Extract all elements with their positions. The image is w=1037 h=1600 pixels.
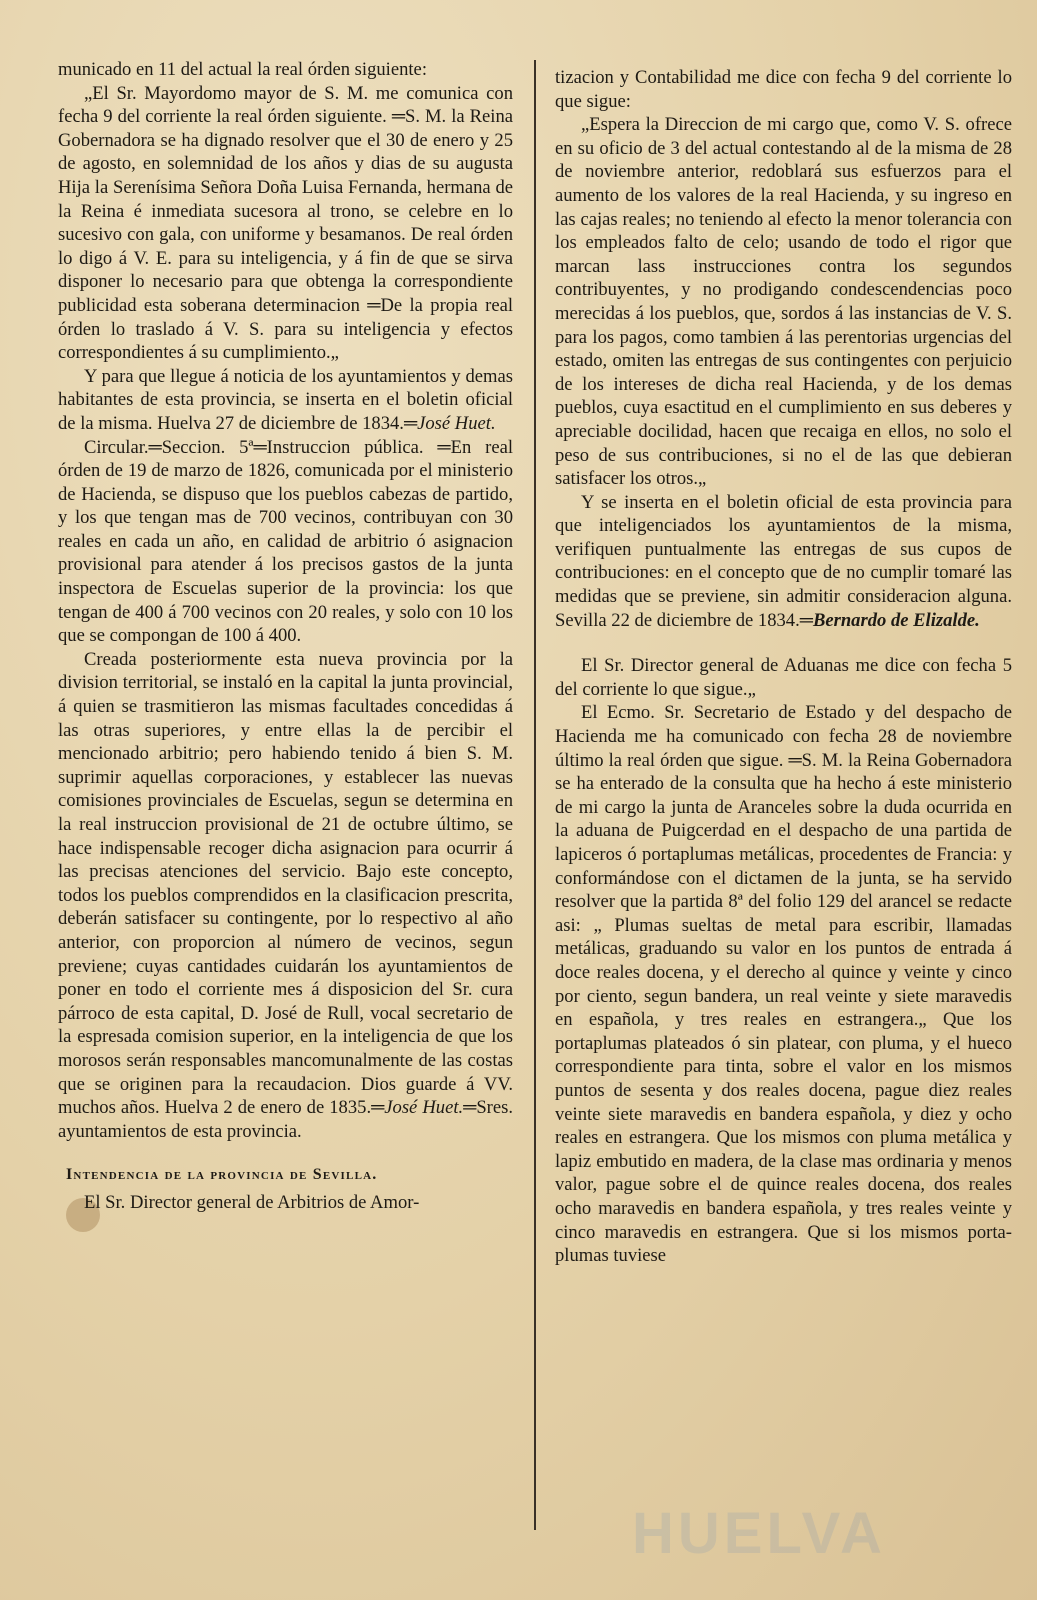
- right-paragraph-3: [555, 491, 1012, 633]
- left-p5-signature: José Huet.: [384, 1097, 464, 1119]
- left-p3-signature: José Huet.: [417, 412, 496, 434]
- left-paragraph-4: Circular.═Seccion. 5ª═Instruccion pública. ═En real órden de 19 de marzo de 1826, comunicada por el ministerio de Hacienda, se dispuso que los pueblos cabezas de partido, y los que tengan mas de 700 vecinos, contribuyan con 30 reales en cada un año, en calidad de arbitrio ó asignacion provisional para atender á los precisos gastos de la junta inspectora de Escuelas superior de la provincia: los que tengan de 400 á 700 vecinos con 20 reales, y solo con 10 los que se compongan de 100 á 400.: [58, 436, 513, 647]
- watermark: HUELVA: [632, 1501, 886, 1566]
- right-paragraph-2: „Espera la Direccion de mi cargo que, como V. S. ofrece en su oficio de 3 del actual contestando al de la misma de 28 de noviembre anterior, redoblará sus esfuerzos para el aumento de los valores de la real Hacienda, y su ingreso en las cajas reales; no teniendo al efecto la menor tolerancia con los empleados falto de celo; usando de todo el rigor que marcan lass instrucciones contra los segundos contribuyentes, y no prodigando condescendencias poco merecidas á los pueblos, que, sordos á las instancias de V. S. para los pagos, como tambien á las perentorias urgencias del estado, omiten las entregas de sus contingentes con perjuicio de los intereses de dicha real Hacienda, y de los demas pueblos, cuya esactitud en el cumplimiento en sus deberes y apreciable docilidad, hacen que recaiga en ellos, no solo el peso de sus contribuciones, si no el de las que debieran satisfacer los otros.„: [555, 114, 1012, 490]
- left-paragraph-6: El Sr. Director general de Arbitrios de Amor-: [84, 1191, 420, 1213]
- left-p5-tail: ═Sres. ayuntamientos de esta provincia.: [58, 1097, 513, 1142]
- right-column: [555, 66, 1012, 1268]
- left-p5-text: Creada posteriormente esta nueva provincia por la division territorial, se instaló en la capital la junta provincial, á quien se trasmitieron las mismas facultades concedidas á las otras superiores, y entre ellas la de percibir el mencionado arbitrio; pero habiendo tenido á bien S. M. suprimir aquellas corporaciones, y establecer las nuevas comisiones provinciales de Escuelas, segun se determina en la real instruccion provisional de 21 de octubre último, se hace indispensable recoger dicha asignacion para ocurrir á las precisas atenciones del servicio. Bajo este concepto, todos los pueblos comprendidos en la clasificacion prescrita, deberán satisfacer su contingente, por lo respectivo al año anterior, con proporcion al número de vecinos, segun previene; cuyas cantidades cuidarán los ayuntamientos de poner en todo el corriente mes á disposicion del Sr. cura párroco de esta capital, D. José de Rull, vocal secretario de la espresada comision superior, en la inteligencia de que los morosos serán responsables mancomunalmente de las costas que se originen para la recaudacion. Dios guarde á VV. muchos años. Huelva 2 de enero de 1835.═: [58, 648, 513, 1119]
- section-heading: Intendencia de la provincia de Sevilla.: [66, 1166, 378, 1184]
- right-p3-text: Y se inserta en el boletin oficial de esta provincia para que inteligenciados los ayuntamientos de la misma, verifiquen puntualmente las entregas de sus cupos de contribuciones: en el concepto que de no cumplir tomaré las medidas que se previene, sin admitir consideracion alguna. Sevilla 22 de diciembre de 1834.═: [555, 491, 1012, 631]
- right-paragraph-1: tizacion y Contabilidad me dice con fecha 9 del corriente lo que sigue:: [555, 67, 1012, 112]
- right-paragraph-5: El Ecmo. Sr. Secretario de Estado y del despacho de Hacienda me ha comunicado con fecha 28 de noviembre último la real órden que sigue. ═S. M. la Reina Gobernadora se ha enterado de la consulta que ha hecho á este ministerio de mi cargo la junta de Aranceles sobre la duda ocurrida en la aduana de Puigcerdad en el despacho de una partida de lapiceros ó portaplumas metálicas, procedentes de Francia: y conformándose con el dictamen de la junta, se ha servido resolver que la partida 8ª del folio 129 del arancel se redacte asi: „ Plumas sueltas de metal para escribir, llamadas metálicas, graduando su valor en los puntos de entrada á doce reales docena, y el derecho al quince y veinte y cinco por ciento, segun bandera, un real veinte y siete maravedis en española, y tres reales en estrangera.„ Que los portaplumas plateados ó sin platear, con pluma, y el hueco correspondiente para tinta, sobre el valor en los mismos puntos de sesenta y dos reales docena, pague diez reales veinte siete maravedis en bandera española, y diez y ocho reales en estrangera. Que los mismos con pluma metálica y lapiz embutido en madera, de la clase mas ordinaria y menos valor, pague sobre el de quince reales docena, dos reales ocho maravedis en bandera española, y tres reales veinte y cinco maravedis en estrangera. Que si los mismos porta-plumas tuviese: [555, 702, 1012, 1267]
- left-paragraph-3: [58, 365, 513, 436]
- right-paragraph-4: El Sr. Director general de Aduanas me dice con fecha 5 del corriente lo que sigue.„: [555, 655, 1012, 700]
- left-paragraph-2: „El Sr. Mayordomo mayor de S. M. me comunica con fecha 9 del corriente la real órden siguiente. ═S. M. la Reina Gobernadora se ha dignado resolver que el 30 de enero y 25 de agosto, en solemnidad de los años y dias de su augusta Hija la Serenísima Señora Doña Luisa Fernanda, hermana de la Reina é inmediata sucesora al trono, se celebre en lo sucesivo con gala, con uniforme y besamanos. De real órden lo digo á V. E. para su inteligencia, y á fin de que se sirva disponer lo necesario para que obtenga la correspondiente publicidad esta soberana determinacion ═De la propia real órden lo traslado á V. S. para su inteligencia y efectos correspondientes á su cumplimiento.„: [58, 82, 513, 364]
- column-divider: [534, 60, 536, 1530]
- left-p3-text: Y para que llegue á noticia de los ayuntamientos y demas habitantes de esta provincia, se inserta en el boletin oficial de la misma. Huelva 27 de diciembre de 1834.═: [58, 365, 513, 434]
- left-column: [58, 58, 513, 1215]
- right-p3-signature: Bernardo de Elizalde.: [812, 609, 980, 631]
- left-paragraph-5: [58, 648, 513, 1143]
- left-paragraph-1: municado en 11 del actual la real órden siguiente:: [58, 59, 427, 80]
